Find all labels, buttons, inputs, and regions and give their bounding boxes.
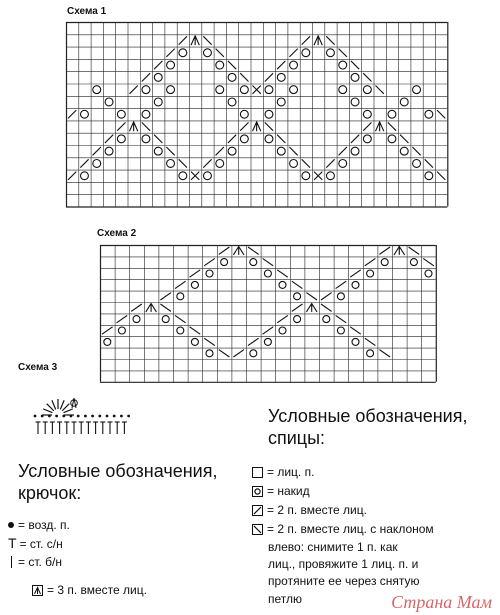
scheme-2-title: Схема 2	[97, 228, 137, 239]
legend-chain: = возд. п.	[8, 518, 70, 532]
yarn-over-icon	[228, 147, 236, 155]
k2tog-left-icon	[409, 247, 420, 254]
yarn-over-icon	[363, 86, 371, 94]
k2tog-right-icon	[321, 293, 332, 300]
k2tog-right-icon	[248, 338, 259, 345]
yarn-over-icon	[250, 350, 257, 357]
chain-stitch-icon	[8, 522, 14, 528]
yarn-over-icon	[381, 259, 388, 266]
k2tog-right-icon	[277, 61, 285, 69]
k2tog-left-icon	[350, 327, 361, 334]
k2tog-left-icon	[289, 147, 297, 155]
k2tog-left-icon	[425, 159, 433, 167]
k2tog-right-icon	[117, 315, 128, 322]
yarn-over-icon	[294, 316, 301, 323]
crochet-fan	[34, 398, 130, 434]
k2tog-left-icon	[376, 86, 384, 94]
k2tog-left-icon	[400, 135, 408, 143]
yarn-over-icon	[351, 147, 359, 155]
yarn-over-icon	[154, 73, 162, 81]
k2tog-right-icon	[190, 270, 201, 277]
yarn-over-icon	[413, 86, 421, 94]
k2tog-right-icon	[216, 147, 224, 155]
k2tog-left-icon	[179, 159, 187, 167]
scheme-1-title: Схема 1	[67, 6, 107, 17]
k2tog-left-icon	[326, 36, 334, 44]
k2tog-left-icon	[160, 304, 171, 311]
k2tog-left-icon	[154, 135, 162, 143]
k2tog-right-icon	[160, 293, 171, 300]
k2tog-right-icon	[263, 327, 274, 334]
k2tog-right-icon	[292, 304, 303, 311]
yarn-over-icon	[240, 86, 248, 94]
yarn-over-icon	[81, 110, 89, 118]
k2tog-right-icon	[130, 86, 138, 94]
k2tog-left-icon	[175, 315, 186, 322]
yarn-over-icon	[221, 259, 228, 266]
k2tog-left-icon	[228, 61, 236, 69]
k2tog-right-icon	[179, 36, 187, 44]
three-together-icon	[253, 122, 261, 131]
yarn-over-icon	[167, 86, 175, 94]
k2tog-right-icon	[277, 315, 288, 322]
yarn-over-icon	[167, 61, 175, 69]
yarn-over-icon	[142, 110, 150, 118]
yarn-over-icon	[290, 61, 298, 69]
scheme-3-chart	[28, 378, 138, 440]
k2tog-right-icon	[240, 122, 248, 130]
k2tog-left-icon	[306, 293, 317, 300]
k2tog-left-icon	[321, 304, 332, 311]
yarn-over-icon	[400, 147, 408, 155]
k2tog-right-icon	[68, 172, 76, 180]
k2tog-left-icon	[412, 147, 420, 155]
yarn-over-icon	[265, 135, 273, 143]
k2tog-left-icon	[292, 281, 303, 288]
yarn-over-icon	[337, 293, 344, 300]
yarn-over-icon	[206, 270, 213, 277]
yarn-over-icon	[117, 110, 125, 118]
double-crochet-icon: T	[8, 535, 17, 551]
legend-ssk-line3: лиц., провяжите 1 лиц. п. и	[268, 557, 419, 571]
yarn-over-icon	[142, 86, 150, 94]
yarn-over-icon	[167, 160, 175, 168]
legend-sc: = ст. б/н	[8, 555, 62, 569]
three-together-icon	[306, 304, 317, 312]
yarn-over-icon	[240, 135, 248, 143]
yarn-over-icon	[264, 338, 271, 345]
k2tog-right-icon	[265, 73, 273, 81]
legend-ssk-line5: петлю	[268, 592, 303, 606]
yarn-over-icon	[142, 135, 150, 143]
yarn-over-icon	[191, 281, 198, 288]
k2tog-right-icon	[363, 122, 371, 130]
yarn-over-icon	[118, 327, 125, 334]
k2tog-left-icon	[190, 327, 201, 334]
k2tog-left-icon	[363, 73, 371, 81]
k2tog-left-icon	[423, 258, 434, 265]
yarn-over-icon	[216, 160, 224, 168]
k2tog-left-icon	[204, 338, 215, 345]
yarn-over-icon	[264, 270, 271, 277]
yarn-over-icon	[363, 110, 371, 118]
yarn-over-icon	[93, 86, 101, 94]
k2tog-right-icon	[117, 122, 125, 130]
yarn-over-icon	[388, 135, 396, 143]
k2tog-right-icon	[289, 49, 297, 57]
k2tog-left-icon	[336, 315, 347, 322]
yarn-over-icon	[337, 327, 344, 334]
scheme-1-grid	[66, 22, 448, 207]
yarn-over-icon	[363, 135, 371, 143]
yarn-over-icon	[277, 73, 285, 81]
three-together-icon	[394, 247, 405, 255]
k2tog-right-icon	[203, 159, 211, 167]
yarn-over-icon	[104, 338, 111, 345]
yarn-over-icon	[250, 259, 257, 266]
yarn-over-icon	[410, 259, 417, 266]
legend-knit: = лиц. п.	[252, 465, 314, 479]
k2tog-right-icon	[204, 258, 215, 265]
legend-k2tog: = 2 п. вместе лиц.	[252, 503, 367, 517]
yarn-over-icon	[290, 160, 298, 168]
legend-ssk: = 2 п. вместе лиц. с наклоном	[252, 522, 434, 536]
yarn-over-icon	[351, 98, 359, 106]
k2tog-right-icon	[105, 135, 113, 143]
yarn-over-icon	[323, 316, 330, 323]
k2tog-right-icon	[154, 61, 162, 69]
k2tog-left-icon	[388, 122, 396, 130]
yarn-over-icon	[279, 281, 286, 288]
k2tog-right-icon	[302, 36, 310, 44]
k2tog-right-icon	[339, 147, 347, 155]
yarn-over-icon	[154, 98, 162, 106]
legend-3-together: = 3 п. вместе лиц.	[32, 583, 147, 597]
k2tog-left-icon	[166, 147, 174, 155]
yarn-over-icon	[216, 86, 224, 94]
k2tog-left-icon	[219, 350, 230, 357]
k2tog-right-icon	[131, 304, 142, 311]
k2tog-right-icon	[175, 281, 186, 288]
yarn-over-icon	[279, 327, 286, 334]
three-together-icon	[314, 36, 322, 45]
yarn-over-icon	[204, 172, 212, 180]
yarn-over-icon	[117, 135, 125, 143]
k2tog-left-icon	[437, 110, 445, 118]
k2tog-left-icon	[379, 350, 390, 357]
yarn-over-icon	[277, 147, 285, 155]
k2tog-left-icon	[252, 524, 263, 535]
k2tog-right-icon	[379, 247, 390, 254]
yarn-over-icon	[228, 73, 236, 81]
k2tog-left-icon	[240, 73, 248, 81]
k2tog-right-icon	[142, 73, 150, 81]
yarn-over-icon	[240, 110, 248, 118]
k2tog-right-icon	[326, 159, 334, 167]
yarn-over-icon	[400, 98, 408, 106]
three-together-icon	[32, 585, 43, 596]
yarn-over-icon	[339, 160, 347, 168]
k2tog-right-icon	[336, 281, 347, 288]
yarn-over-icon	[290, 86, 298, 94]
yarn-over-icon	[81, 172, 89, 180]
three-together-icon	[130, 122, 138, 131]
yarn-over-icon	[351, 73, 359, 81]
k2tog-left-icon	[302, 159, 310, 167]
yarn-over-icon	[327, 172, 335, 180]
yarn-over-icon	[216, 61, 224, 69]
yarn-over-icon	[177, 293, 184, 300]
yarn-over-icon	[339, 61, 347, 69]
yarn-over-icon	[425, 172, 433, 180]
yarn-over-icon	[327, 49, 335, 57]
k2tog-left-icon	[277, 270, 288, 277]
legend-ssk-line2: влево: снимите 1 п. как	[268, 540, 398, 554]
yarn-over-icon	[105, 98, 113, 106]
yarn-over-icon	[425, 110, 433, 118]
yarn-over-icon	[133, 316, 140, 323]
yarn-over-icon	[179, 172, 187, 180]
legend-yarn-over: = накид	[252, 484, 310, 498]
k2tog-right-icon	[252, 505, 263, 516]
k2tog-right-icon	[93, 147, 101, 155]
legend-dc: T = ст. с/н	[8, 535, 63, 551]
yarn-over-icon	[339, 86, 347, 94]
k2tog-left-icon	[142, 122, 150, 130]
yarn-over-icon	[252, 486, 263, 497]
k2tog-right-icon	[351, 135, 359, 143]
yarn-over-icon	[162, 316, 169, 323]
k2tog-left-icon	[277, 135, 285, 143]
k2tog-left-icon	[216, 49, 224, 57]
three-together-icon	[376, 122, 384, 131]
k2tog-left-icon	[365, 338, 376, 345]
yarn-over-icon	[302, 172, 310, 180]
single-crochet-icon	[11, 556, 12, 568]
yarn-over-icon	[425, 270, 432, 277]
yarn-over-icon	[413, 160, 421, 168]
k2tog-right-icon	[102, 327, 113, 334]
three-together-icon	[146, 304, 157, 312]
yarn-over-icon	[105, 147, 113, 155]
k2tog-left-icon	[437, 172, 445, 180]
k2tog-left-icon	[265, 122, 273, 130]
legend-ssk-line4: протяните ее через снятую	[268, 574, 420, 588]
k2tog-right-icon	[219, 247, 230, 254]
k2tog-right-icon	[350, 270, 361, 277]
yarn-over-icon	[179, 49, 187, 57]
yarn-over-icon	[154, 147, 162, 155]
yarn-over-icon	[191, 338, 198, 345]
yarn-over-icon	[277, 98, 285, 106]
scheme-1-chart	[66, 22, 450, 212]
scheme-3-title: Схема 3	[18, 362, 58, 373]
k2tog-right-icon	[68, 110, 76, 118]
yarn-over-icon	[265, 110, 273, 118]
k2tog-left-icon	[263, 258, 274, 265]
k2tog-left-icon	[339, 49, 347, 57]
yarn-over-icon	[367, 350, 374, 357]
three-together-icon	[191, 36, 199, 45]
k2tog-left-icon	[351, 61, 359, 69]
yarn-over-icon	[294, 293, 301, 300]
yarn-over-icon	[367, 270, 374, 277]
scheme-2-chart	[100, 245, 442, 385]
yarn-over-icon	[228, 98, 236, 106]
k2tog-right-icon	[233, 350, 244, 357]
three-together-icon	[233, 247, 244, 255]
yarn-over-icon	[177, 327, 184, 334]
watermark-logo: Страна Мам	[391, 592, 492, 612]
k2tog-right-icon	[166, 49, 174, 57]
k2tog-right-icon	[228, 135, 236, 143]
yarn-over-icon	[204, 49, 212, 57]
yarn-over-icon	[93, 160, 101, 168]
knit-legend-heading: Условные обозначения, спицы:	[268, 406, 468, 448]
crochet-legend-heading: Условные обозначения, крючок:	[18, 461, 218, 503]
k2tog-left-icon	[248, 247, 259, 254]
knit-stitch-icon	[252, 467, 263, 478]
yarn-over-icon	[206, 350, 213, 357]
yarn-over-icon	[352, 338, 359, 345]
yarn-over-icon	[352, 281, 359, 288]
k2tog-left-icon	[203, 36, 211, 44]
yarn-over-icon	[265, 86, 273, 94]
k2tog-right-icon	[80, 159, 88, 167]
yarn-over-icon	[302, 49, 310, 57]
yarn-over-icon	[388, 110, 396, 118]
k2tog-right-icon	[365, 258, 376, 265]
